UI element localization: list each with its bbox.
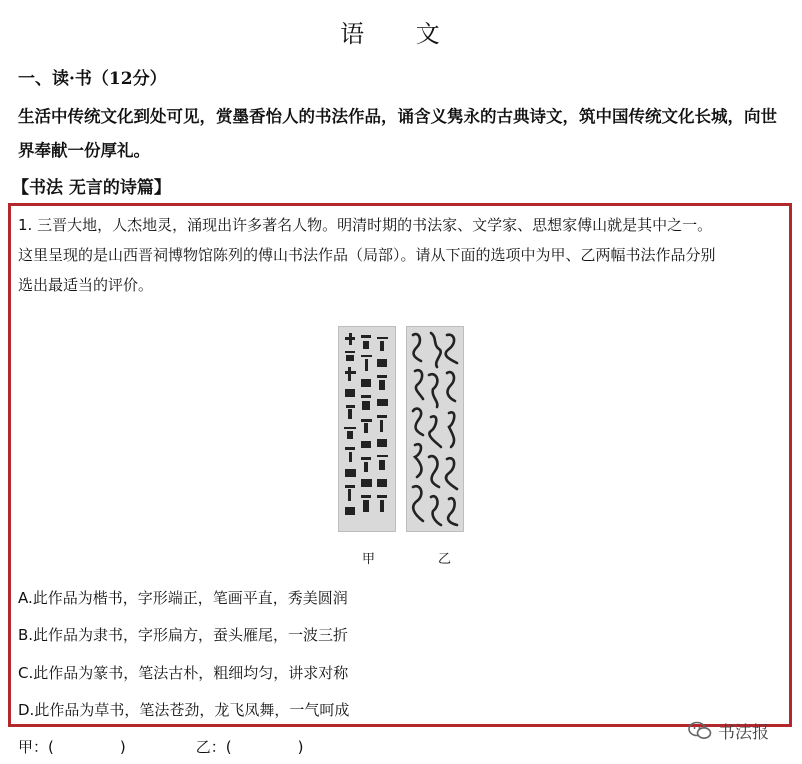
option-a[interactable]: A.此作品为楷书，字形端正，笔画平直，秀美圆润 [18, 589, 348, 607]
page-title: 语 文 [340, 20, 462, 48]
calligraphy-jia-strokes [339, 327, 395, 531]
calligraphy-image-yi [406, 326, 464, 532]
watermark-text: 书法报 [718, 723, 769, 743]
answer-yi-close: ) [297, 738, 304, 756]
caption-yi: 乙 [438, 552, 452, 567]
question-line-2: 这里呈现的是山西晋祠博物馆陈列的傅山书法作品（局部）。请从下面的选项中为甲、乙两幅书法作品分别 [18, 246, 716, 264]
answer-jia-close: ) [119, 738, 126, 756]
question-line-3: 选出最适当的评价。 [18, 276, 154, 294]
answer-jia-label: 甲：( [18, 738, 54, 756]
answer-yi-label: 乙：( [195, 738, 232, 756]
calligraphy-yi-strokes [407, 327, 463, 531]
subheading: 【书法 无言的诗篇】 [12, 178, 171, 198]
intro-paragraph: 生活中传统文化到处可见，赏墨香怡人的书法作品，诵含义隽永的古典诗文，筑中国传统文化长城，向世界奉献一份厚礼。 [18, 107, 777, 160]
option-b[interactable]: B.此作品为隶书，字形扁方，蚕头雁尾，一波三折 [18, 626, 349, 644]
question-line-1: 1. 三晋大地，人杰地灵，涌现出许多著名人物。明清时期的书法家、文学家、思想家傅山就是其中之一。 [18, 216, 713, 234]
wechat-icon [688, 721, 712, 741]
answer-line [18, 736, 303, 757]
option-d[interactable]: D.此作品为草书，笔法苍劲，龙飞凤舞，一气呵成 [18, 701, 350, 719]
option-c[interactable]: C.此作品为篆书，笔法古朴，粗细均匀，讲求对称 [18, 664, 349, 682]
watermark [688, 718, 769, 743]
calligraphy-image-jia [338, 326, 396, 532]
question-text [18, 210, 798, 300]
section-heading: 一、读·书（12分） [18, 69, 167, 89]
caption-jia: 甲 [362, 552, 376, 567]
